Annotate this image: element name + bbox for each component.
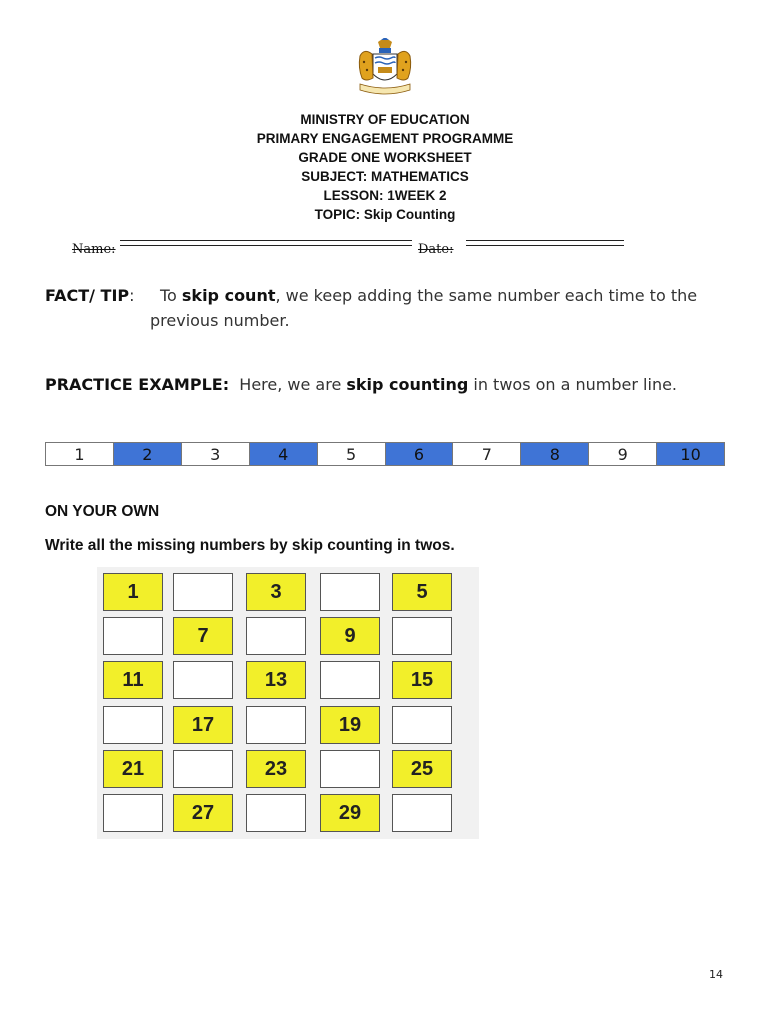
- grid-answer-box[interactable]: [392, 617, 452, 655]
- number-line-cell: 9: [589, 443, 657, 465]
- topic-title: TOPIC: Skip Counting: [314, 207, 456, 222]
- subject-title: SUBJECT: MATHEMATICS: [301, 169, 469, 184]
- grid-answer-box[interactable]: [103, 794, 163, 832]
- lesson-title: LESSON: 1WEEK 2: [323, 188, 447, 203]
- practice-example: [45, 375, 677, 394]
- grid-answer-box[interactable]: [246, 617, 306, 655]
- grid-number-box: 19: [320, 706, 380, 744]
- grid-number-box: 9: [320, 617, 380, 655]
- number-line-cell: 4: [250, 443, 318, 465]
- page-number: 14: [709, 968, 723, 981]
- grid-answer-box[interactable]: [320, 750, 380, 788]
- number-line-cell: 3: [182, 443, 250, 465]
- number-line-cell: 8: [521, 443, 589, 465]
- number-line-cell: 2: [114, 443, 182, 465]
- grid-answer-box[interactable]: [173, 573, 233, 611]
- grid-answer-box[interactable]: [246, 706, 306, 744]
- date-field[interactable]: [466, 240, 624, 246]
- practice-text-start: Here, we are: [229, 375, 347, 394]
- number-line-cell: 7: [453, 443, 521, 465]
- fact-tip: [45, 283, 735, 333]
- grid-number-box: 11: [103, 661, 163, 699]
- date-label: Date:: [418, 242, 454, 257]
- ministry-title: MINISTRY OF EDUCATION: [300, 112, 470, 127]
- grid-number-box: 5: [392, 573, 452, 611]
- grid-answer-box[interactable]: [392, 794, 452, 832]
- skip-count-grid: [97, 567, 479, 839]
- practice-text-end: in twos on a number line.: [468, 375, 678, 394]
- coat-of-arms-logo: [354, 38, 416, 98]
- grid-answer-box[interactable]: [103, 617, 163, 655]
- grid-number-box: 1: [103, 573, 163, 611]
- grid-number-box: 21: [103, 750, 163, 788]
- worksheet-header: [0, 110, 770, 224]
- grid-number-box: 3: [246, 573, 306, 611]
- number-line: [45, 442, 725, 466]
- grid-number-box: 17: [173, 706, 233, 744]
- fact-bold: skip count: [181, 286, 276, 305]
- on-your-own-heading: ON YOUR OWN: [45, 503, 160, 520]
- instruction-text: Write all the missing numbers by skip counting in twos.: [45, 537, 455, 554]
- practice-label: PRACTICE EXAMPLE:: [45, 375, 230, 394]
- grid-number-box: 15: [392, 661, 452, 699]
- grid-answer-box[interactable]: [320, 573, 380, 611]
- fact-text-end: , we keep adding the same number each time to the: [275, 286, 698, 305]
- name-field[interactable]: [120, 240, 412, 246]
- grid-answer-box[interactable]: [320, 661, 380, 699]
- grade-title: GRADE ONE WORKSHEET: [298, 150, 472, 165]
- grid-answer-box[interactable]: [173, 661, 233, 699]
- name-label: Name:: [72, 242, 116, 257]
- fact-text-continued: previous number.: [150, 311, 290, 330]
- grid-number-box: 23: [246, 750, 306, 788]
- fact-colon: :: [129, 286, 135, 305]
- grid-number-box: 27: [173, 794, 233, 832]
- practice-bold: skip counting: [346, 375, 469, 394]
- grid-number-box: 25: [392, 750, 452, 788]
- grid-answer-box[interactable]: [173, 750, 233, 788]
- grid-answer-box[interactable]: [246, 794, 306, 832]
- grid-answer-box[interactable]: [103, 706, 163, 744]
- grid-number-box: 13: [246, 661, 306, 699]
- programme-title: PRIMARY ENGAGEMENT PROGRAMME: [256, 131, 514, 146]
- number-line-cell: 6: [386, 443, 454, 465]
- fact-text-start: To: [159, 286, 182, 305]
- grid-number-box: 29: [320, 794, 380, 832]
- number-line-cell: 1: [46, 443, 114, 465]
- number-line-cell: 5: [318, 443, 386, 465]
- fact-label: FACT/ TIP: [45, 286, 130, 305]
- grid-number-box: 7: [173, 617, 233, 655]
- number-line-cell: 10: [657, 443, 724, 465]
- grid-answer-box[interactable]: [392, 706, 452, 744]
